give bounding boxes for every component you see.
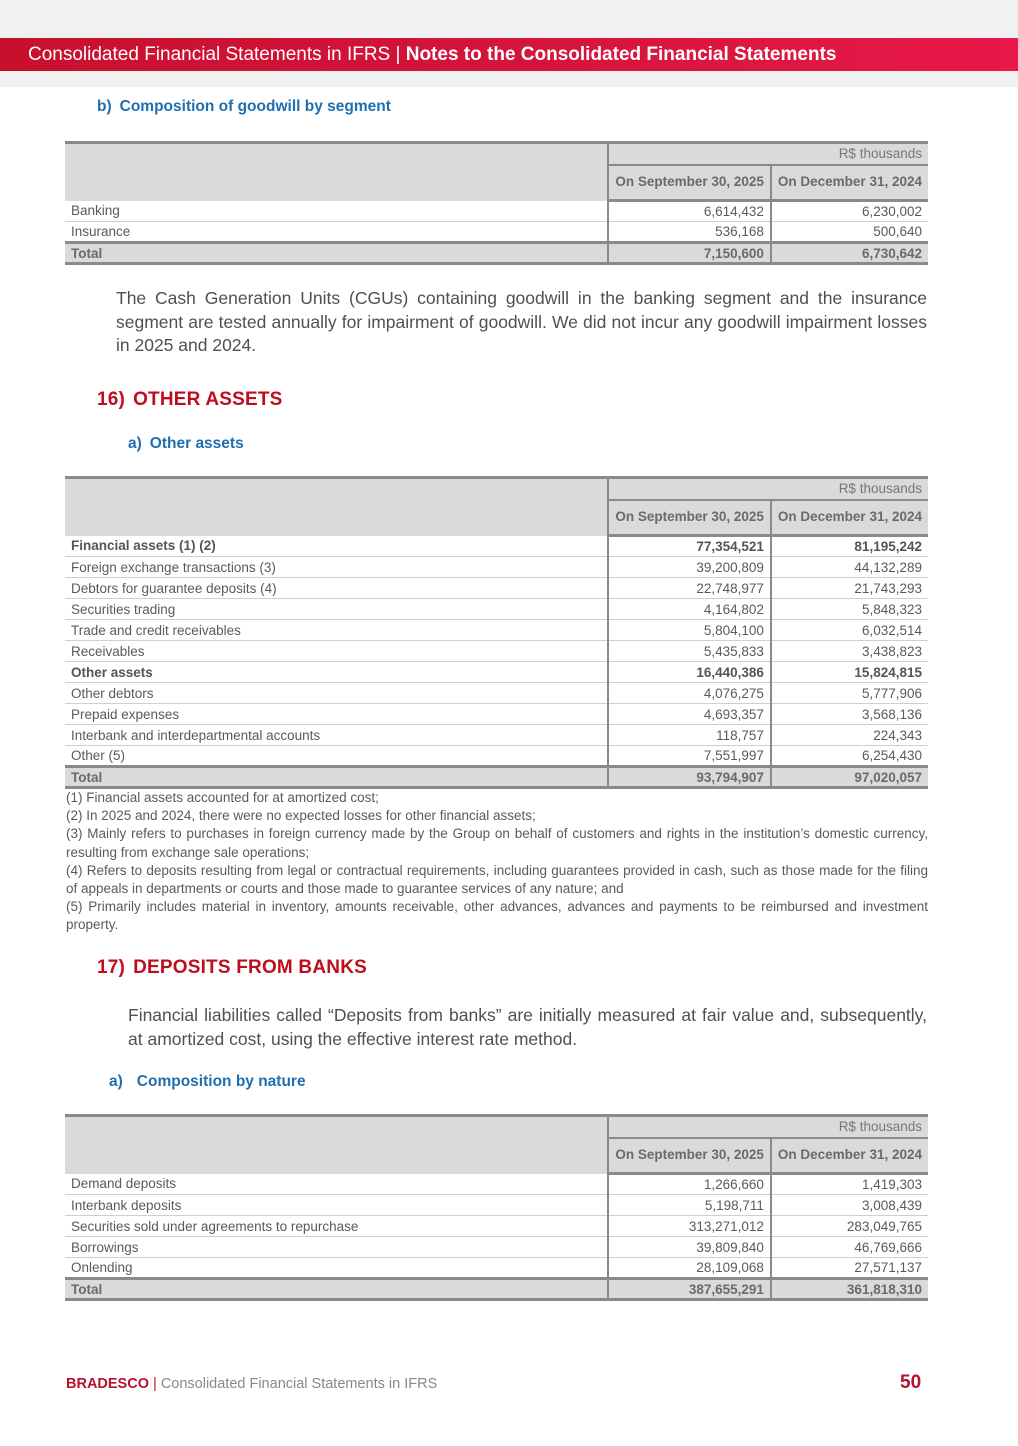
total-row: Total 387,655,291 361,818,310 bbox=[65, 1279, 928, 1300]
other-assets-subheading: a) Other assets bbox=[128, 435, 244, 452]
table-row: Financial assets (1) (2) 77,354,521 81,195,242 bbox=[65, 536, 928, 557]
brand-name: BRADESCO bbox=[66, 1376, 149, 1392]
unit-label: R$ thousands bbox=[608, 1116, 928, 1138]
composition-subheading: a) Composition by nature bbox=[109, 1073, 306, 1090]
table-row: Borrowings 39,809,840 46,769,666 bbox=[65, 1237, 928, 1258]
total-row: Total 7,150,600 6,730,642 bbox=[65, 243, 928, 264]
table-row: Onlending 28,109,068 27,571,137 bbox=[65, 1258, 928, 1279]
unit-label: R$ thousands bbox=[608, 143, 928, 165]
table-row: Foreign exchange transactions (3) 39,200,809 44,132,289 bbox=[65, 557, 928, 578]
header-blank bbox=[65, 143, 608, 201]
page-header bbox=[0, 38, 1018, 71]
footnote: (1) Financial assets accounted for at amortized cost; bbox=[66, 790, 379, 805]
top-margin bbox=[0, 0, 1018, 38]
footer-text: Consolidated Financial Statements in IFRS bbox=[160, 1376, 438, 1392]
table-row: Banking 6,614,432 6,230,002 bbox=[65, 201, 928, 222]
footnote: (5) Primarily includes material in inventory, amounts receivable, other advances, advances and payments to be reimbursed and investment property. bbox=[66, 899, 928, 933]
header-blank bbox=[65, 1116, 608, 1174]
header-underband bbox=[0, 71, 1018, 87]
table-row: Other debtors 4,076,275 5,777,906 bbox=[65, 683, 928, 704]
header-title: Notes to the Consolidated Financial Statements bbox=[405, 44, 837, 65]
page-footer: BRADESCO | Consolidated Financial Statements in IFRS bbox=[66, 1376, 438, 1392]
deposits-paragraph: Financial liabilities called “Deposits from banks” are initially measured at fair value and, subsequently, at amortized cost, using the effective interest rate method. bbox=[128, 1005, 927, 1049]
table-row: Other assets 16,440,386 15,824,815 bbox=[65, 662, 928, 683]
column-header: On September 30, 2025 bbox=[608, 500, 771, 536]
goodwill-table bbox=[65, 141, 928, 265]
other-assets-table bbox=[65, 476, 928, 789]
goodwill-paragraph: The Cash Generation Units (CGUs) containing goodwill in the banking segment and the insurance segment are tested annually for impairment of goodwill. We did not incur any goodwill impairment losses in 2025 and 2024. bbox=[116, 288, 927, 355]
column-header: On December 31, 2024 bbox=[771, 500, 928, 536]
column-header: On September 30, 2025 bbox=[608, 1138, 771, 1174]
table-row: Prepaid expenses 4,693,357 3,568,136 bbox=[65, 704, 928, 725]
table-row: Debtors for guarantee deposits (4) 22,748,977 21,743,293 bbox=[65, 578, 928, 599]
column-header: On December 31, 2024 bbox=[771, 1138, 928, 1174]
footnote: (2) In 2025 and 2024, there were no expected losses for other financial assets; bbox=[66, 808, 536, 824]
footnote: (4) Refers to deposits resulting from legal or contractual requirements, including guarantees provided in cash, such as those made for the filing of appeals in departments or courts and those made to guarantee services of any nature; and bbox=[66, 862, 928, 897]
header-blank bbox=[65, 478, 608, 536]
footnote: (3) Mainly refers to purchases in foreign currency made by the Group on behalf of customers and rights in the institution’s domestic currency, resulting from exchange sale operations; bbox=[66, 826, 928, 860]
table-row: Securities sold under agreements to repurchase 313,271,012 283,049,765 bbox=[65, 1216, 928, 1237]
table-row: Receivables 5,435,833 3,438,823 bbox=[65, 641, 928, 662]
page-number: 50 bbox=[900, 1372, 922, 1393]
section-16-title: 16) OTHER ASSETS bbox=[97, 389, 283, 410]
header-prefix: Consolidated Financial Statements in IFRS | bbox=[28, 44, 406, 65]
table-row: Interbank deposits 5,198,711 3,008,439 bbox=[65, 1195, 928, 1216]
table-row: Demand deposits 1,266,660 1,419,303 bbox=[65, 1174, 928, 1195]
table-row: Interbank and interdepartmental accounts 118,757 224,343 bbox=[65, 725, 928, 746]
column-header: On September 30, 2025 bbox=[608, 165, 771, 201]
total-row: Total 93,794,907 97,020,057 bbox=[65, 767, 928, 788]
table-row: Other (5) 7,551,997 6,254,430 bbox=[65, 746, 928, 767]
column-header: On December 31, 2024 bbox=[771, 165, 928, 201]
other-assets-footnotes bbox=[66, 789, 928, 935]
unit-label: R$ thousands bbox=[608, 478, 928, 500]
table-row: Insurance 536,168 500,640 bbox=[65, 222, 928, 243]
section-17-title: 17) DEPOSITS FROM BANKS bbox=[97, 957, 367, 978]
table-row: Trade and credit receivables 5,804,100 6,032,514 bbox=[65, 620, 928, 641]
deposits-table bbox=[65, 1114, 928, 1301]
goodwill-subheading: b) Composition of goodwill by segment bbox=[97, 98, 391, 115]
table-row: Securities trading 4,164,802 5,848,323 bbox=[65, 599, 928, 620]
